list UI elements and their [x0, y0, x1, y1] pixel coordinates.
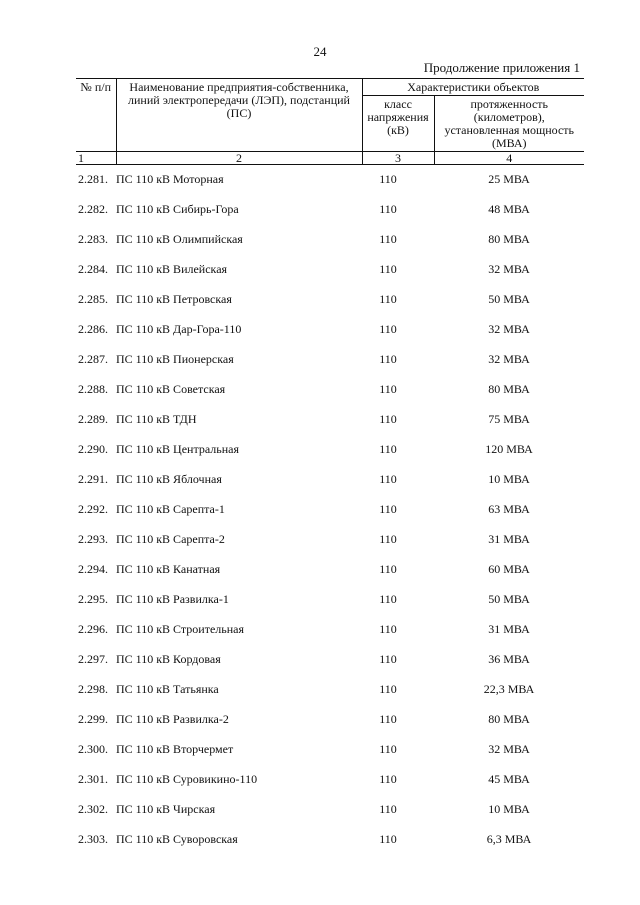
- row-name: ПС 110 кВ Моторная: [116, 172, 224, 186]
- table-row: [76, 495, 584, 525]
- table-row: [76, 375, 584, 405]
- column-number: 4: [434, 152, 584, 165]
- row-name: ПС 110 кВ Строительная: [116, 622, 245, 636]
- row-capacity-cell: [434, 825, 584, 855]
- row-capacity-cell: [434, 765, 584, 795]
- row-capacity: 60 МВА: [488, 562, 530, 576]
- row-num: 2.303.: [78, 832, 108, 846]
- row-num-cell: [76, 255, 116, 285]
- table-row: [76, 795, 584, 825]
- row-num-cell: [76, 795, 116, 825]
- row-capacity-cell: [434, 645, 584, 675]
- row-voltage-cell: [362, 585, 434, 615]
- row-voltage: 110: [379, 262, 397, 276]
- row-name: ПС 110 кВ Советская: [116, 382, 226, 396]
- table-row: [76, 165, 584, 196]
- row-num: 2.290.: [78, 442, 108, 456]
- row-capacity-cell: [434, 585, 584, 615]
- row-capacity: 22,3 МВА: [483, 682, 535, 696]
- row-num: 2.282.: [78, 202, 108, 216]
- row-capacity-cell: [434, 675, 584, 705]
- row-num: 2.301.: [78, 772, 108, 786]
- row-capacity-cell: [434, 285, 584, 315]
- row-name-cell: [116, 555, 362, 585]
- row-name: ПС 110 кВ Развилка-1: [116, 592, 229, 606]
- row-capacity-cell: [434, 795, 584, 825]
- row-voltage: 110: [379, 202, 397, 216]
- row-capacity: 31 МВА: [488, 622, 530, 636]
- row-voltage: 110: [379, 832, 397, 846]
- table-body: [76, 165, 584, 856]
- row-num: 2.302.: [78, 802, 108, 816]
- row-num-cell: [76, 285, 116, 315]
- row-capacity: 36 МВА: [488, 652, 530, 666]
- column-number: 3: [362, 152, 434, 165]
- row-voltage: 110: [379, 502, 397, 516]
- row-capacity: 50 МВА: [488, 592, 530, 606]
- row-voltage-cell: [362, 345, 434, 375]
- row-num-cell: [76, 615, 116, 645]
- row-voltage-cell: [362, 225, 434, 255]
- row-voltage-cell: [362, 375, 434, 405]
- row-name-cell: [116, 405, 362, 435]
- row-name-cell: [116, 735, 362, 765]
- row-name: ПС 110 кВ Яблочная: [116, 472, 222, 486]
- row-name-cell: [116, 255, 362, 285]
- substation-table: [76, 78, 584, 855]
- row-num: 2.288.: [78, 382, 108, 396]
- row-name-cell: [116, 165, 362, 196]
- row-name: ПС 110 кВ Олимпийская: [116, 232, 243, 246]
- row-num-cell: [76, 315, 116, 345]
- row-voltage-cell: [362, 285, 434, 315]
- table-row: [76, 405, 584, 435]
- row-voltage: 110: [379, 442, 397, 456]
- table-row: [76, 465, 584, 495]
- row-name: ПС 110 кВ Вилейская: [116, 262, 228, 276]
- row-voltage: 110: [379, 172, 397, 186]
- row-capacity-cell: [434, 255, 584, 285]
- row-name-cell: [116, 225, 362, 255]
- row-capacity: 75 МВА: [488, 412, 530, 426]
- row-capacity: 63 МВА: [488, 502, 530, 516]
- row-name-cell: [116, 375, 362, 405]
- row-voltage-cell: [362, 795, 434, 825]
- row-capacity: 48 МВА: [488, 202, 530, 216]
- row-name: ПС 110 кВ Суворовская: [116, 832, 238, 846]
- table-header: [76, 79, 584, 165]
- row-name: ПС 110 кВ Сарепта-1: [116, 502, 225, 516]
- row-capacity-cell: [434, 495, 584, 525]
- row-num: 2.299.: [78, 712, 108, 726]
- row-capacity: 32 МВА: [488, 262, 530, 276]
- row-capacity-cell: [434, 315, 584, 345]
- row-num: 2.283.: [78, 232, 108, 246]
- row-capacity: 50 МВА: [488, 292, 530, 306]
- row-name: ПС 110 кВ Вторчермет: [116, 742, 234, 756]
- row-capacity-cell: [434, 345, 584, 375]
- table-row: [76, 195, 584, 225]
- column-number: 2: [116, 152, 362, 165]
- row-name: ПС 110 кВ Развилка-2: [116, 712, 229, 726]
- row-capacity-cell: [434, 435, 584, 465]
- row-capacity: 31 МВА: [488, 532, 530, 546]
- row-voltage: 110: [379, 292, 397, 306]
- row-voltage-cell: [362, 315, 434, 345]
- row-num: 2.294.: [78, 562, 108, 576]
- row-name-cell: [116, 525, 362, 555]
- row-num: 2.292.: [78, 502, 108, 516]
- table-row: [76, 435, 584, 465]
- table-row: [76, 705, 584, 735]
- table-row: [76, 765, 584, 795]
- row-name: ПС 110 кВ ТДН: [116, 412, 197, 426]
- row-voltage-cell: [362, 765, 434, 795]
- row-num-cell: [76, 495, 116, 525]
- row-name-cell: [116, 615, 362, 645]
- row-voltage: 110: [379, 322, 397, 336]
- table-row: [76, 315, 584, 345]
- row-voltage: 110: [379, 562, 397, 576]
- row-capacity: 32 МВА: [488, 352, 530, 366]
- row-capacity-cell: [434, 405, 584, 435]
- row-voltage-cell: [362, 825, 434, 855]
- row-voltage: 110: [379, 712, 397, 726]
- row-name-cell: [116, 795, 362, 825]
- row-voltage: 110: [379, 682, 397, 696]
- row-capacity: 80 МВА: [488, 712, 530, 726]
- header-voltage: класс напряжения (кВ): [362, 96, 434, 152]
- row-voltage-cell: [362, 255, 434, 285]
- row-capacity: 80 МВА: [488, 232, 530, 246]
- row-num-cell: [76, 525, 116, 555]
- table-row: [76, 615, 584, 645]
- row-voltage: 110: [379, 382, 397, 396]
- row-name-cell: [116, 765, 362, 795]
- row-num: 2.287.: [78, 352, 108, 366]
- row-capacity-cell: [434, 375, 584, 405]
- row-name-cell: [116, 495, 362, 525]
- row-voltage-cell: [362, 615, 434, 645]
- row-voltage-cell: [362, 465, 434, 495]
- row-num-cell: [76, 645, 116, 675]
- column-numbers-row: [76, 152, 584, 165]
- row-voltage-cell: [362, 195, 434, 225]
- row-num: 2.300.: [78, 742, 108, 756]
- row-num: 2.295.: [78, 592, 108, 606]
- row-num-cell: [76, 735, 116, 765]
- row-name-cell: [116, 195, 362, 225]
- row-name-cell: [116, 645, 362, 675]
- row-num-cell: [76, 375, 116, 405]
- row-capacity-cell: [434, 705, 584, 735]
- row-capacity-cell: [434, 735, 584, 765]
- row-name-cell: [116, 585, 362, 615]
- row-capacity-cell: [434, 225, 584, 255]
- row-voltage: 110: [379, 652, 397, 666]
- header-name: Наименование предприятия-собственника, линий электропередачи (ЛЭП), подстанций (ПС): [116, 79, 362, 152]
- row-num: 2.281.: [78, 172, 108, 186]
- row-capacity-cell: [434, 465, 584, 495]
- header-characteristics: Характеристики объектов: [362, 79, 584, 96]
- row-num-cell: [76, 705, 116, 735]
- table-row: [76, 555, 584, 585]
- row-name-cell: [116, 825, 362, 855]
- row-voltage: 110: [379, 232, 397, 246]
- row-voltage: 110: [379, 742, 397, 756]
- row-voltage-cell: [362, 435, 434, 465]
- row-num-cell: [76, 195, 116, 225]
- row-num: 2.289.: [78, 412, 108, 426]
- row-num: 2.285.: [78, 292, 108, 306]
- row-voltage-cell: [362, 705, 434, 735]
- row-name: ПС 110 кВ Центральная: [116, 442, 240, 456]
- row-capacity: 80 МВА: [488, 382, 530, 396]
- row-capacity-cell: [434, 525, 584, 555]
- row-voltage: 110: [379, 532, 397, 546]
- row-name: ПС 110 кВ Канатная: [116, 562, 221, 576]
- row-num-cell: [76, 825, 116, 855]
- table-row: [76, 585, 584, 615]
- table-row: [76, 345, 584, 375]
- row-num: 2.293.: [78, 532, 108, 546]
- row-name: ПС 110 кВ Татьянка: [116, 682, 219, 696]
- row-name: ПС 110 кВ Суровикино-110: [116, 772, 258, 786]
- row-capacity-cell: [434, 195, 584, 225]
- row-name-cell: [116, 315, 362, 345]
- row-capacity-cell: [434, 555, 584, 585]
- row-capacity: 10 МВА: [488, 472, 530, 486]
- row-voltage: 110: [379, 772, 397, 786]
- header-capacity: протяженность (километров), установленная мощность (МВА): [434, 96, 584, 152]
- row-name-cell: [116, 345, 362, 375]
- row-name-cell: [116, 465, 362, 495]
- row-capacity-cell: [434, 165, 584, 196]
- row-name: ПС 110 кВ Кордовая: [116, 652, 221, 666]
- table-row: [76, 825, 584, 855]
- row-voltage-cell: [362, 405, 434, 435]
- row-num-cell: [76, 165, 116, 196]
- row-name-cell: [116, 435, 362, 465]
- row-name-cell: [116, 705, 362, 735]
- row-num: 2.296.: [78, 622, 108, 636]
- row-voltage-cell: [362, 645, 434, 675]
- table-row: [76, 285, 584, 315]
- row-capacity: 120 МВА: [485, 442, 533, 456]
- table-row: [76, 225, 584, 255]
- row-num: 2.297.: [78, 652, 108, 666]
- row-voltage-cell: [362, 525, 434, 555]
- row-capacity: 45 МВА: [488, 772, 530, 786]
- row-num-cell: [76, 345, 116, 375]
- row-voltage: 110: [379, 622, 397, 636]
- row-voltage-cell: [362, 495, 434, 525]
- continuation-note: Продолжение приложения 1: [423, 60, 580, 75]
- row-voltage: 110: [379, 412, 397, 426]
- row-num-cell: [76, 765, 116, 795]
- row-num-cell: [76, 465, 116, 495]
- row-name: ПС 110 кВ Пионерская: [116, 352, 234, 366]
- row-num: 2.298.: [78, 682, 108, 696]
- table-row: [76, 735, 584, 765]
- row-voltage-cell: [362, 675, 434, 705]
- row-name: ПС 110 кВ Сарепта-2: [116, 532, 225, 546]
- row-num-cell: [76, 405, 116, 435]
- table-row: [76, 675, 584, 705]
- row-voltage: 110: [379, 352, 397, 366]
- row-name-cell: [116, 285, 362, 315]
- page-number: 24: [313, 44, 327, 59]
- table-row: [76, 255, 584, 285]
- row-voltage-cell: [362, 165, 434, 196]
- row-num: 2.291.: [78, 472, 108, 486]
- row-num: 2.286.: [78, 322, 108, 336]
- header-num: № п/п: [76, 79, 116, 152]
- row-num-cell: [76, 675, 116, 705]
- row-num-cell: [76, 555, 116, 585]
- row-name: ПС 110 кВ Дар-Гора-110: [116, 322, 242, 336]
- row-name: ПС 110 кВ Чирская: [116, 802, 216, 816]
- table-row: [76, 525, 584, 555]
- table-row: [76, 645, 584, 675]
- row-voltage: 110: [379, 592, 397, 606]
- row-name-cell: [116, 675, 362, 705]
- row-capacity: 6,3 МВА: [486, 832, 532, 846]
- row-num-cell: [76, 435, 116, 465]
- column-number: 1: [76, 152, 116, 165]
- row-capacity: 32 МВА: [488, 322, 530, 336]
- row-num-cell: [76, 225, 116, 255]
- row-capacity: 10 МВА: [488, 802, 530, 816]
- row-num: 2.284.: [78, 262, 108, 276]
- row-capacity: 25 МВА: [488, 172, 530, 186]
- row-voltage: 110: [379, 802, 397, 816]
- row-voltage-cell: [362, 735, 434, 765]
- row-num-cell: [76, 585, 116, 615]
- row-voltage: 110: [379, 472, 397, 486]
- row-capacity: 32 МВА: [488, 742, 530, 756]
- row-capacity-cell: [434, 615, 584, 645]
- row-name: ПС 110 кВ Сибирь-Гора: [116, 202, 239, 216]
- row-voltage-cell: [362, 555, 434, 585]
- row-name: ПС 110 кВ Петровская: [116, 292, 232, 306]
